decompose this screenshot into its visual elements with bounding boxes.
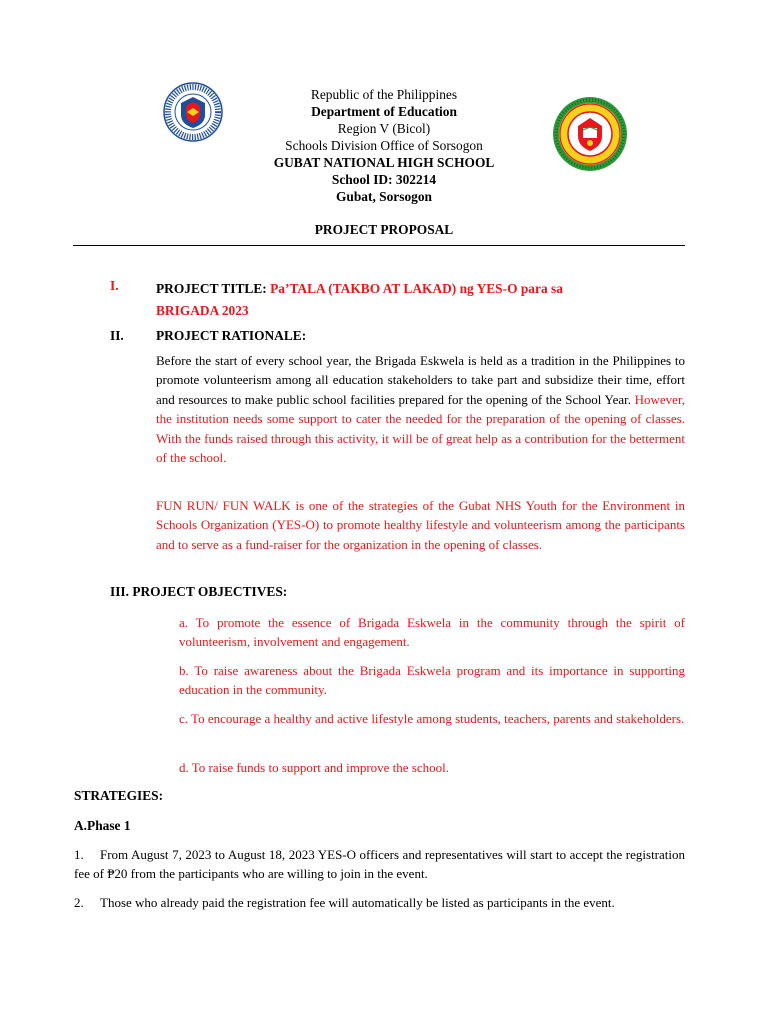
section-1-numeral: [110, 278, 119, 294]
objective-d: d. To raise funds to support and improve the school.: [179, 760, 450, 775]
department-line: Department of Education: [311, 104, 457, 119]
phase-label: A.Phase 1: [74, 818, 131, 833]
strategy-2-number: 2.: [74, 895, 84, 910]
header-divider: [73, 245, 685, 246]
strategies-label: STRATEGIES:: [74, 788, 164, 803]
strategy-2-text: Those who already paid the registration fee will automatically be listed as participants in the event.: [100, 895, 615, 910]
objectives-label: III. PROJECT OBJECTIVES:: [110, 584, 288, 599]
strategy-1-text: From August 7, 2023 to August 18, 2023 YES-O officers and representatives will start to accept the registration fee of ₱20 from the participants who are willing to join in the event.: [74, 847, 685, 882]
letterhead: [0, 86, 768, 205]
project-title-line2: BRIGADA 2023: [156, 302, 249, 318]
project-title-line1: Pa’TALA (TAKBO AT LAKAD) ng YES-O para sa: [270, 281, 563, 296]
rationale-p1-red: However, the institution needs some support to cater the needed for the preparation of the opening of classes. With the funds raised through this activity, it will be of great help as a contribution for the betterment of the school.: [156, 391, 686, 466]
section-2-number: II.: [110, 328, 124, 343]
division-line: Schools Division Office of Sorsogon: [285, 138, 483, 153]
rationale-paragraph-1: [156, 351, 685, 467]
rationale-p2-black: is one of the strategies of the Gubat NHS Youth for the Environment in Schools Organization (YES-O) to promote healthy lifestyle and volunteerism among the participants and to serve as a fund-raiser for the organization in the opening of classes.: [156, 498, 685, 552]
objective-a: a. To promote the essence of Brigada Eskwela in the community through the spirit of volunteerism, involvement and engagement.: [179, 615, 685, 649]
strategy-1-number: 1.: [74, 847, 84, 862]
rationale-p2-red: FUN RUN/ FUN WALK: [156, 498, 291, 513]
school-location: Gubat, Sorsogon: [336, 189, 432, 204]
rationale-p1-black: Before the start of every school year, the Brigada Eskwela is held as a tradition in the Philippines to promote volunteerism among all education stakeholders to take part and subsidize their time, effort and resources to make public school facilities prepared for the opening of the School Year.: [156, 353, 685, 407]
objective-c: c. To encourage a healthy and active lifestyle among students, teachers, parents and stakeholders.: [179, 711, 685, 726]
rationale-paragraph-2: [156, 496, 685, 554]
rationale-label: PROJECT RATIONALE:: [156, 328, 307, 343]
project-title-label: PROJECT TITLE:: [156, 281, 267, 296]
school-id: School ID: 302214: [331, 172, 437, 187]
school-name: GUBAT NATIONAL HIGH SCHOOL: [273, 155, 495, 170]
strategy-item-2: [74, 893, 685, 912]
strategy-item-1: [74, 845, 685, 884]
region-line: Region V (Bicol): [337, 121, 431, 136]
section-1-number: I.: [110, 278, 119, 293]
republic-line: Republic of the Philippines: [310, 87, 458, 102]
document-title: PROJECT PROPOSAL: [314, 222, 454, 237]
objective-b: b. To raise awareness about the Brigada Eskwela program and its importance in supporting education in the community.: [179, 663, 685, 697]
project-title-block: [156, 278, 686, 321]
